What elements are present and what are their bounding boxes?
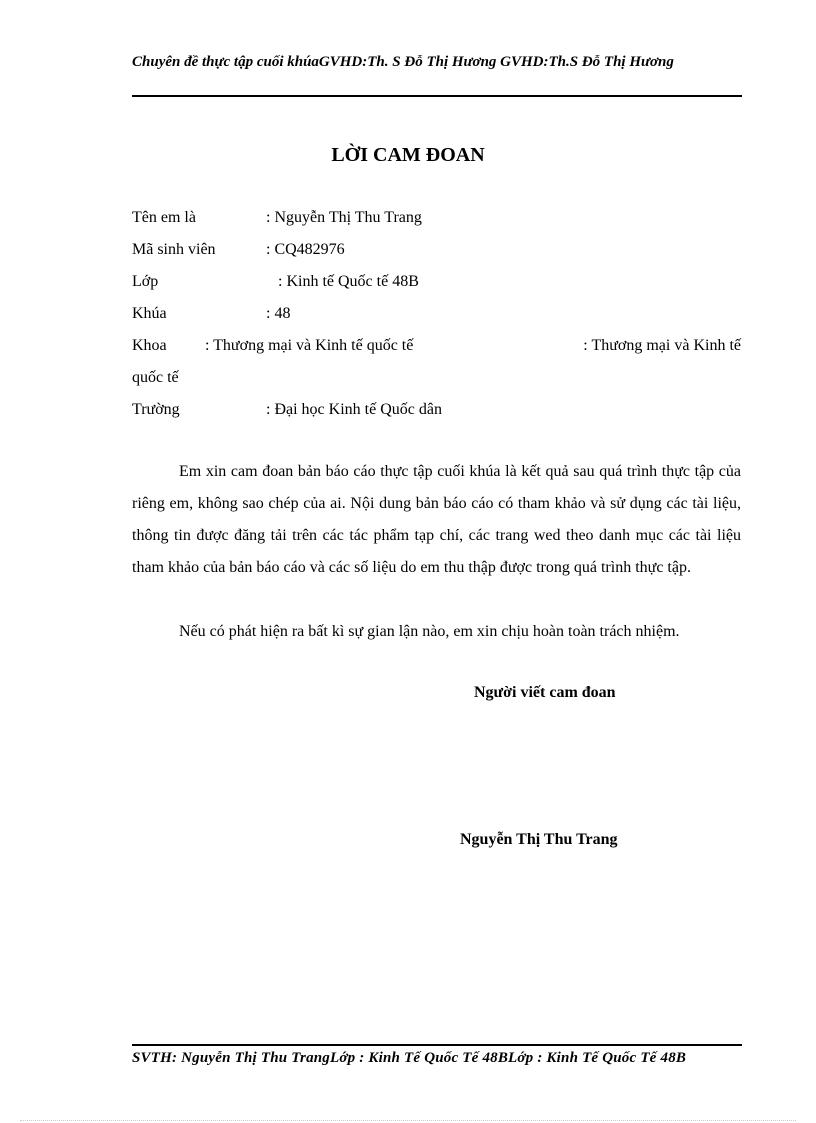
info-value: : Thương mại và Kinh tế quốc tế <box>205 337 414 354</box>
info-value: : Đại học Kinh tế Quốc dân <box>266 401 442 418</box>
page-footer: SVTH: Nguyễn Thị Thu TrangLớp : Kinh Tế Quốc Tế 48BLớp : Kinh Tế Quốc Tế 48B <box>132 1050 687 1066</box>
header-rule <box>132 95 742 97</box>
info-value: : CQ482976 <box>266 241 345 258</box>
info-label: Trường <box>132 401 180 418</box>
body-paragraph-2: Nếu có phát hiện ra bất kì sự gian lận nào, em xin chịu hoàn toàn trách nhiệm. <box>179 623 680 640</box>
page-header: Chuyên đề thực tập cuối khúaGVHD:Th. S Đỗ Thị Hương GVHD:Th.S Đỗ Thị Hương <box>132 54 674 70</box>
info-label: Khúa <box>132 305 167 322</box>
page-bottom-edge <box>20 1120 796 1121</box>
signature-name: Nguyễn Thị Thu Trang <box>460 831 618 848</box>
info-label: Tên em là <box>132 209 196 226</box>
info-continuation: quốc tế <box>132 369 179 386</box>
info-value: : Nguyễn Thị Thu Trang <box>266 209 422 226</box>
info-value: : 48 <box>266 305 291 322</box>
signature-label: Người viết cam đoan <box>474 684 616 701</box>
body-paragraph-1: Em xin cam đoan bản báo cáo thực tập cuối khúa là kết quả sau quá trình thực tập của riêng em, không sao chép của ai. Nội dung bản báo cáo có tham khảo và sử dụng các tài liệu, thông tin được đăng tải trên các tác phẩm tạp chí, các trang wed theo danh mục các tài liệu tham khảo của bản báo cáo và các số liệu do em thu thập được trong quá trình thực tập. <box>132 463 741 576</box>
info-label: Khoa <box>132 337 167 354</box>
info-label: Lớp <box>132 273 159 290</box>
footer-rule <box>132 1044 742 1046</box>
info-label: Mã sinh viên <box>132 241 216 258</box>
page-title: LỜI CAM ĐOAN <box>331 144 485 166</box>
info-value: : Kinh tế Quốc tế 48B <box>278 273 419 290</box>
info-value-repeat: : Thương mại và Kinh tế <box>583 337 741 354</box>
